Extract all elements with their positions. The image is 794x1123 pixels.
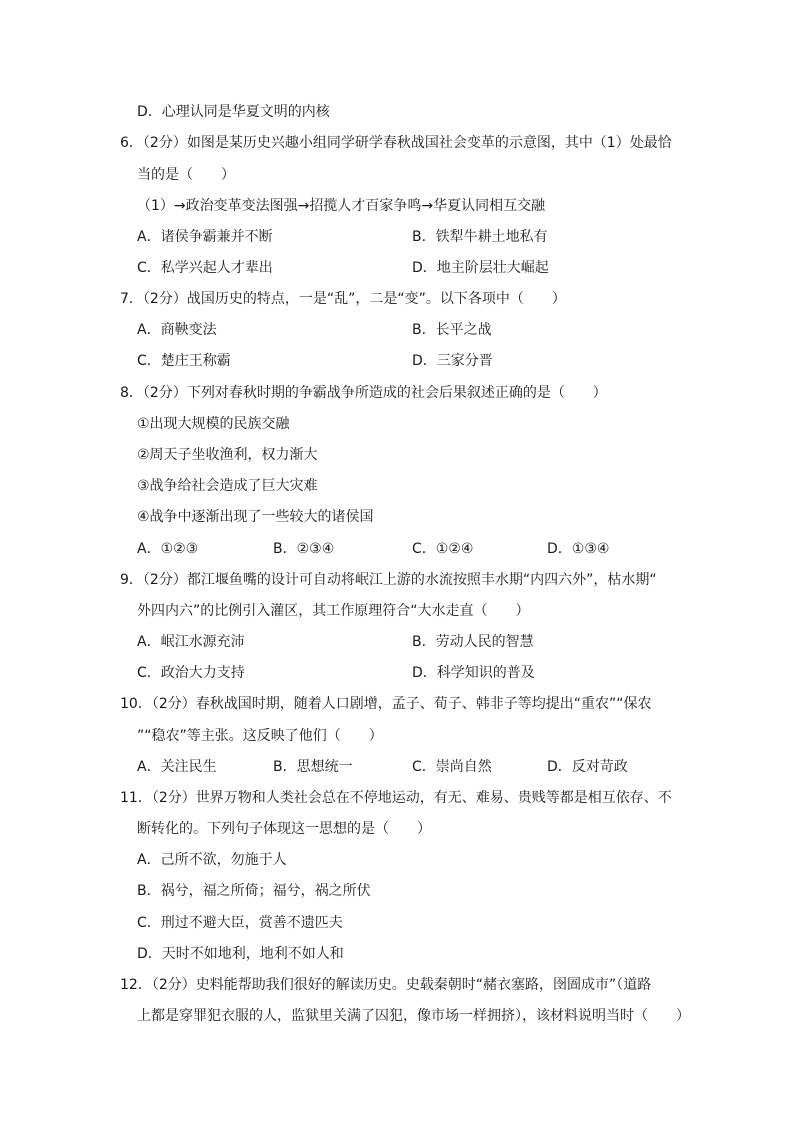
q7-option-d: D．三家分晋	[412, 353, 493, 369]
q11-option-c: C．刑过不避大臣，赏善不遗匹夫	[137, 915, 343, 931]
q7-stem: 7．（2分）战国历史的特点，一是“乱”，二是“变”。以下各项中（ ）	[120, 291, 566, 307]
q11-option-d: D．天时不如地利，地利不如人和	[137, 946, 344, 962]
q11-option-a: A．己所不欲，勿施于人	[137, 852, 287, 868]
q5-option-d: D．心理认同是华夏文明的内核	[137, 104, 330, 120]
q8-option-c: C．①②④	[412, 541, 474, 557]
q8-stem: 8．（2分）下列对春秋时期的争霸战争所造成的社会后果叙述正确的是（ ）	[120, 385, 607, 401]
q12-stem: 12．（2分）史料能帮助我们很好的解读历史。史载秦朝时“赭衣塞路，囹圄成市”（道路	[120, 977, 652, 993]
q6-option-b: B．铁犁牛耕土地私有	[412, 229, 548, 245]
q9-stem: 9．（2分）都江堰鱼嘴的设计可自动将岷江上游的水流按照丰水期“内四六外”，枯水期“	[120, 572, 657, 588]
q8-option-b: B．②③④	[273, 541, 335, 557]
q6-option-d: D．地主阶层壮大崛起	[412, 260, 549, 276]
q8-option-d: D．①③④	[547, 541, 610, 557]
q7-option-c: C．楚庄王称霸	[137, 353, 231, 369]
q8-item-2: ②周天子坐收渔利，权力渐大	[137, 447, 318, 463]
q6-option-a: A．诸侯争霸兼并不断	[137, 229, 273, 245]
q7-option-a: A．商鞅变法	[137, 322, 217, 338]
q10-stem-cont: ”“稳农”等主张。这反映了他们（ ）	[137, 728, 383, 744]
q10-option-a: A．关注民生	[137, 759, 217, 775]
q8-item-3: ③战争给社会造成了巨大灾难	[137, 478, 318, 494]
q9-option-c: C．政治大力支持	[137, 665, 245, 681]
q9-option-a: A．岷江水源充沛	[137, 634, 245, 650]
q8-option-a: A．①②③	[137, 541, 199, 557]
q11-stem-cont: 断转化的。下列句子体现这一思想的是（ ）	[137, 821, 431, 837]
q6-stem-cont: 当的是（ ）	[137, 167, 235, 183]
q9-option-d: D．科学知识的普及	[412, 665, 535, 681]
q8-item-1: ①出现大规模的民族交融	[137, 416, 290, 432]
q10-option-d: D．反对苛政	[547, 759, 628, 775]
q8-item-4: ④战争中逐渐出现了一些较大的诸侯国	[137, 509, 374, 525]
q6-option-c: C．私学兴起人才辈出	[137, 260, 273, 276]
q9-option-b: B．劳动人民的智慧	[412, 634, 534, 650]
q6-stem: 6．（2分）如图是某历史兴趣小组同学研学春秋战国社会变革的示意图，其中（1）处最恰	[120, 135, 672, 151]
q11-option-b: B．祸兮，福之所倚；福兮，祸之所伏	[137, 883, 371, 899]
q6-diagram: （1）→政治变革变法图强→招揽人才百家争鸣→华夏认同相互交融	[137, 198, 546, 214]
q10-stem: 10．（2分）春秋战国时期，随着人口剧增，孟子、荀子、韩非子等均提出“重农”“保农	[120, 696, 652, 712]
q10-option-c: C．崇尚自然	[412, 759, 492, 775]
q10-option-b: B．思想统一	[273, 759, 353, 775]
q7-option-b: B．长平之战	[412, 322, 492, 338]
q11-stem: 11．（2分）世界万物和人类社会总在不停地运动，有无、难易、贵贱等都是相互依存、不	[120, 790, 672, 806]
q9-stem-cont: 外四内六”的比例引入灌区，其工作原理符合“大水走直（ ）	[137, 603, 530, 619]
q12-stem-cont: 上都是穿罪犯衣服的人，监狱里关满了囚犯，像市场一样拥挤），该材料说明当时（ ）	[137, 1008, 690, 1024]
